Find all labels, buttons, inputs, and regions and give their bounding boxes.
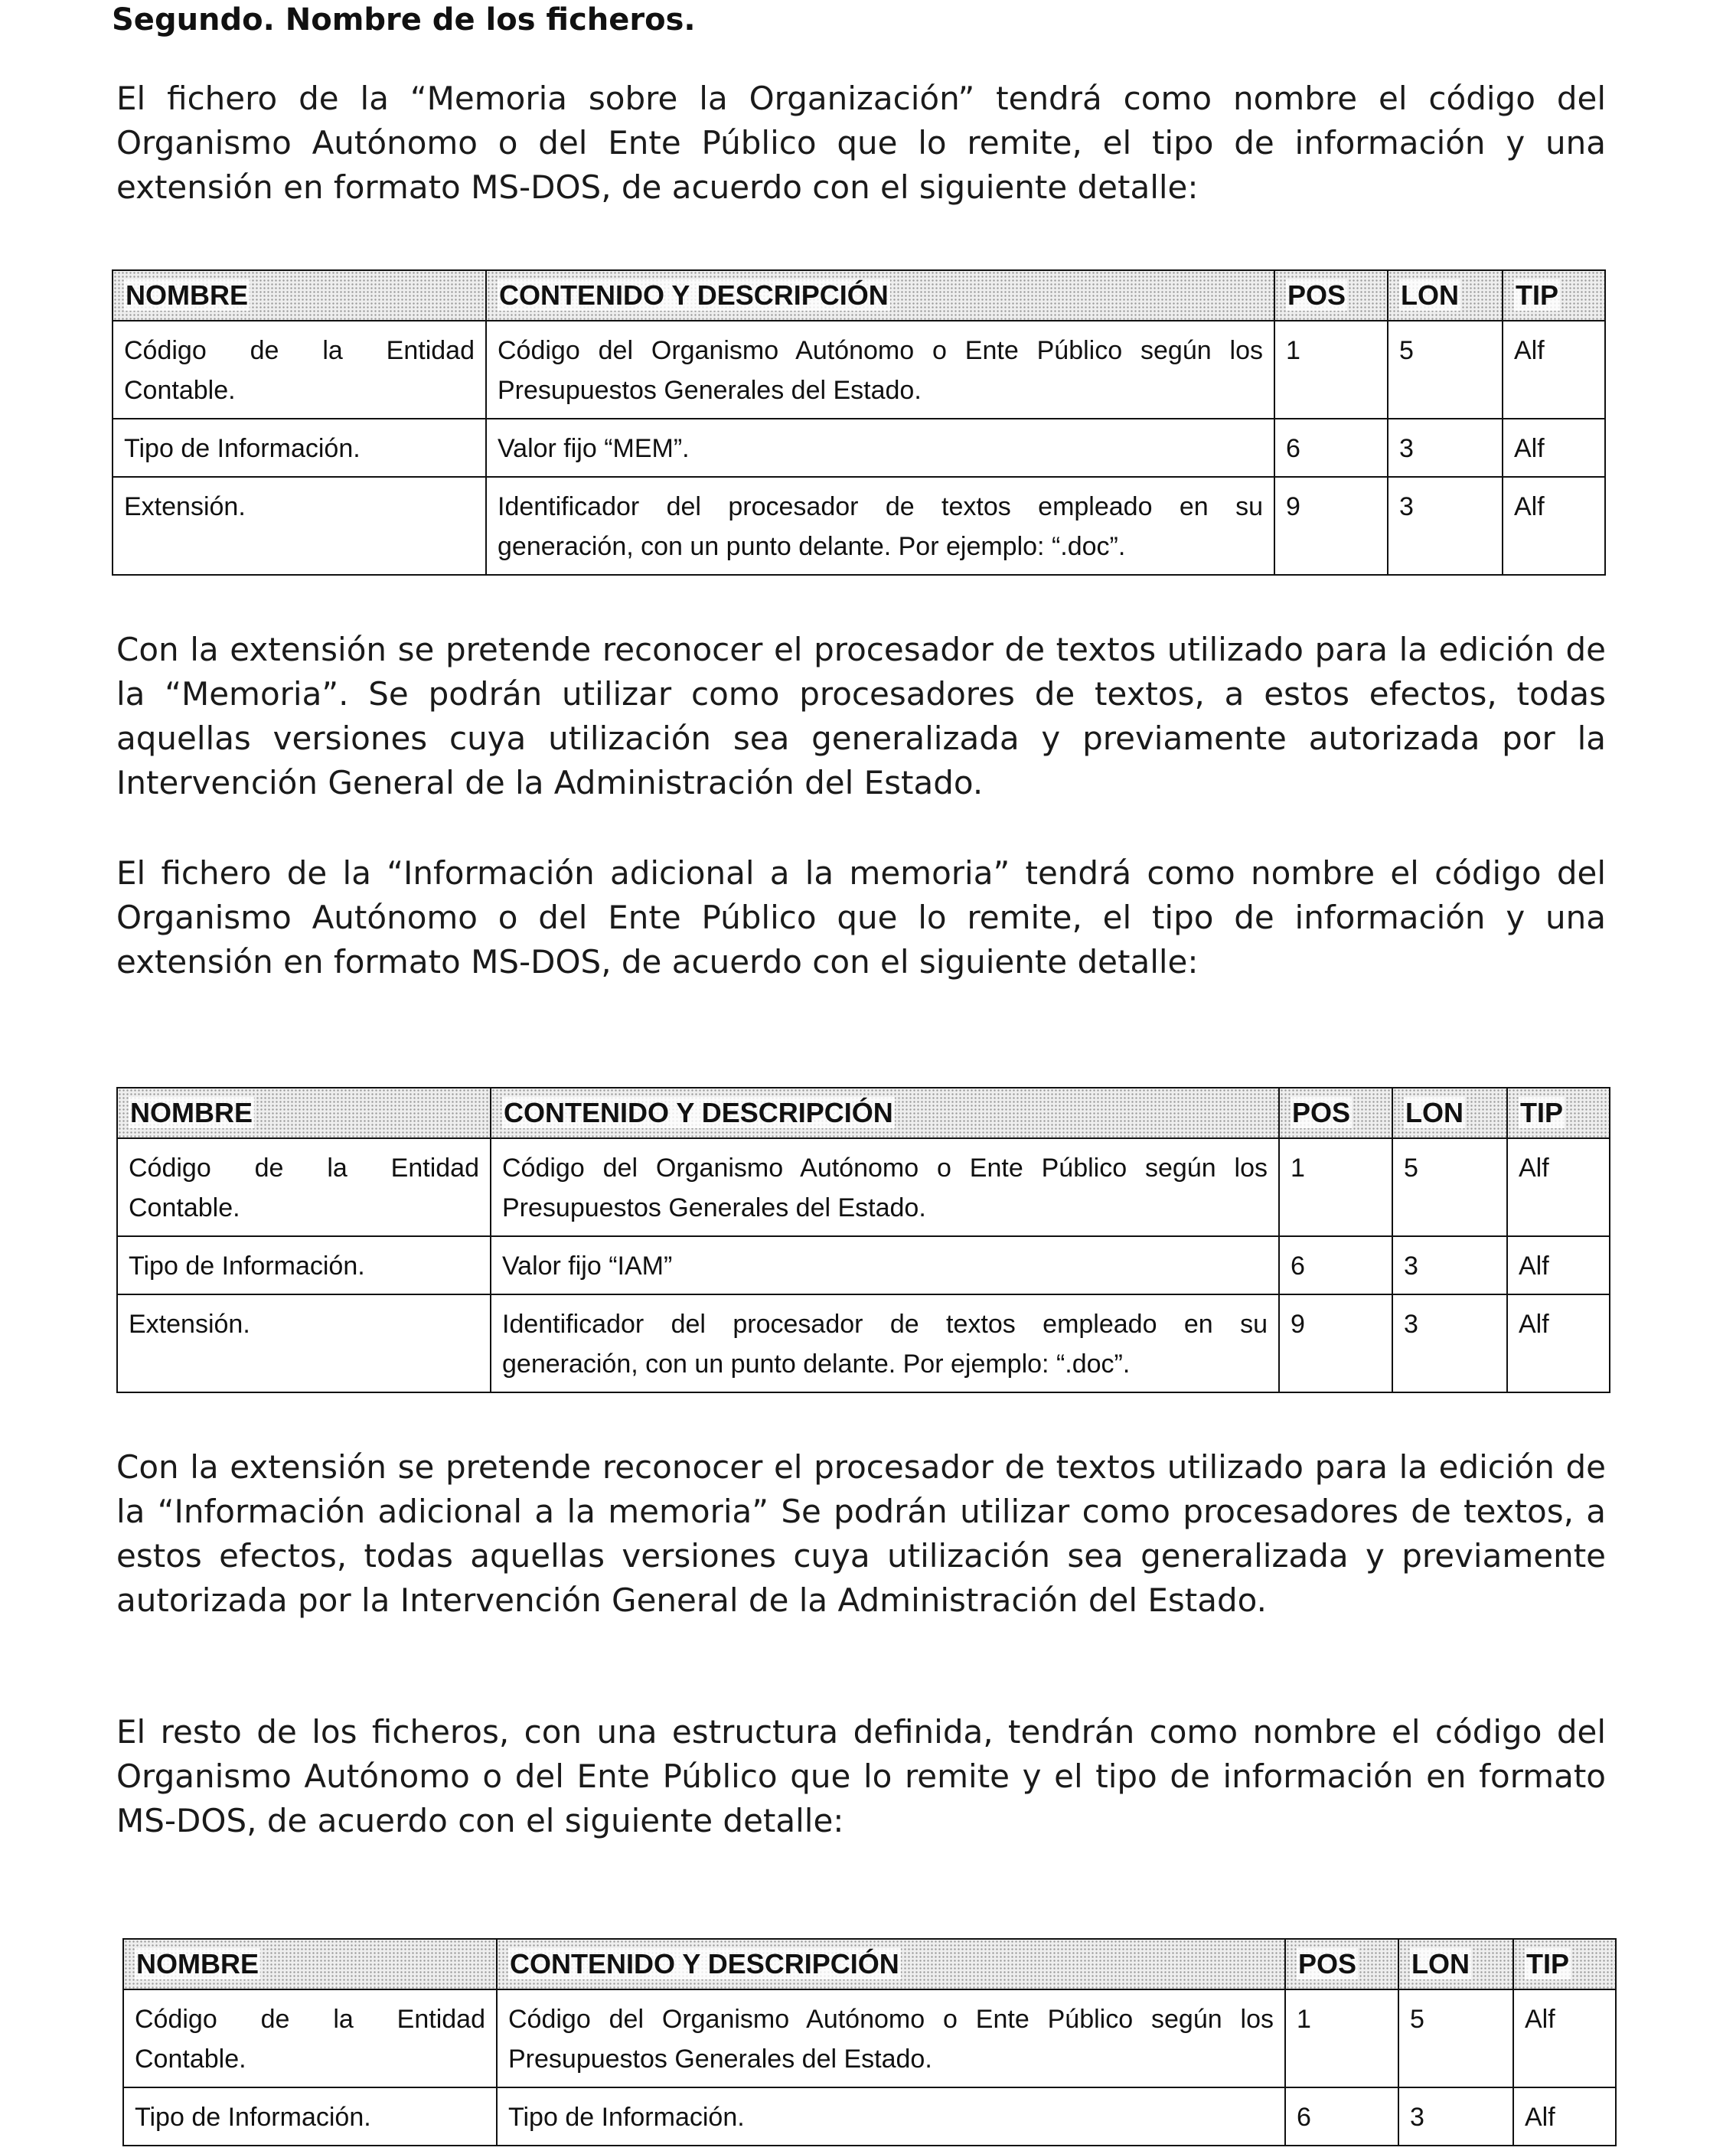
cell-pos: 6 <box>1285 2087 1398 2146</box>
cell-lon: 3 <box>1388 419 1503 477</box>
cell-tip: Alf <box>1513 2087 1616 2146</box>
cell-pos: 6 <box>1279 1236 1392 1294</box>
cell-nombre: Tipo de Información. <box>113 419 486 477</box>
header-pos: POS <box>1274 270 1388 321</box>
header-lon: LON <box>1392 1088 1507 1138</box>
cell-pos: 1 <box>1274 321 1388 419</box>
cell-contenido: Identificador del procesador de textos empleado en su generación, con un punto delante. Por ejemplo: “.doc”. <box>491 1294 1279 1392</box>
cell-lon: 5 <box>1388 321 1503 419</box>
table-header-row <box>117 1088 1610 1138</box>
paragraph-memoria-naming: El fichero de la “Memoria sobre la Organización” tendrá como nombre el código del Organismo Autónomo o del Ente Público que lo remite, el tipo de información y una extensión en formato MS-DOS, de acuerdo con el siguiente detalle: <box>116 80 1606 206</box>
header-nombre: NOMBRE <box>123 1939 497 1989</box>
naming-table-resto-ficheros <box>122 1938 1617 2146</box>
cell-lon: 3 <box>1392 1294 1507 1392</box>
cell-pos: 1 <box>1285 1989 1398 2087</box>
cell-tip: Alf <box>1507 1294 1610 1392</box>
table-row <box>113 477 1605 575</box>
cell-tip: Alf <box>1503 477 1605 575</box>
header-tip: TIP <box>1513 1939 1616 1989</box>
cell-tip: Alf <box>1507 1138 1610 1236</box>
header-nombre: NOMBRE <box>113 270 486 321</box>
cell-pos: 6 <box>1274 419 1388 477</box>
table-row <box>117 1294 1610 1392</box>
cell-contenido: Código del Organismo Autónomo o Ente Público según los Presupuestos Generales del Estado. <box>491 1138 1279 1236</box>
cell-contenido: Valor fijo “MEM”. <box>486 419 1274 477</box>
header-pos: POS <box>1279 1088 1392 1138</box>
header-pos: POS <box>1285 1939 1398 1989</box>
cell-lon: 3 <box>1392 1236 1507 1294</box>
paragraph-informacion-naming: El fichero de la “Información adicional a la memoria” tendrá como nombre el código del Organismo Autónomo o del Ente Público que lo remite, el tipo de información y una extensión en formato MS-DOS, de acuerdo con el siguiente detalle: <box>116 854 1606 981</box>
cell-pos: 1 <box>1279 1138 1392 1236</box>
table-row <box>113 321 1605 419</box>
section-heading: Segundo. Nombre de los ficheros. <box>112 2 696 38</box>
cell-tip: Alf <box>1503 419 1605 477</box>
cell-contenido: Valor fijo “IAM” <box>491 1236 1279 1294</box>
cell-nombre: Código de la Entidad Contable. <box>123 1989 497 2087</box>
cell-nombre: Código de la Entidad Contable. <box>113 321 486 419</box>
cell-contenido: Identificador del procesador de textos empleado en su generación, con un punto delante. Por ejemplo: “.doc”. <box>486 477 1274 575</box>
cell-pos: 9 <box>1279 1294 1392 1392</box>
cell-tip: Alf <box>1513 1989 1616 2087</box>
cell-nombre: Extensión. <box>117 1294 491 1392</box>
cell-nombre: Tipo de Información. <box>123 2087 497 2146</box>
cell-nombre: Código de la Entidad Contable. <box>117 1138 491 1236</box>
cell-lon: 5 <box>1392 1138 1507 1236</box>
cell-nombre: Tipo de Información. <box>117 1236 491 1294</box>
cell-lon: 3 <box>1398 2087 1513 2146</box>
cell-contenido: Código del Organismo Autónomo o Ente Público según los Presupuestos Generales del Estado. <box>486 321 1274 419</box>
cell-contenido: Tipo de Información. <box>497 2087 1285 2146</box>
cell-nombre: Extensión. <box>113 477 486 575</box>
cell-contenido: Código del Organismo Autónomo o Ente Público según los Presupuestos Generales del Estado. <box>497 1989 1285 2087</box>
table-row <box>123 2087 1616 2146</box>
table-row <box>123 1989 1616 2087</box>
cell-lon: 3 <box>1388 477 1503 575</box>
naming-table-informacion-adicional <box>116 1087 1610 1393</box>
header-lon: LON <box>1388 270 1503 321</box>
header-contenido: CONTENIDO Y DESCRIPCIÓN <box>486 270 1274 321</box>
paragraph-informacion-extension: Con la extensión se pretende reconocer el procesador de textos utilizado para la edición de la “Información adicional a la memoria” Se podrán utilizar como procesadores de textos, a estos efectos, todas aquellas versiones cuya utilización sea generalizada y previamente autorizada por la Intervención General de la Administración del Estado. <box>116 1448 1606 1619</box>
header-contenido: CONTENIDO Y DESCRIPCIÓN <box>497 1939 1285 1989</box>
paragraph-resto-ficheros: El resto de los ficheros, con una estructura definida, tendrán como nombre el código del Organismo Autónomo o del Ente Público que lo remite y el tipo de información en formato MS-DOS, de acuerdo con el siguiente detalle: <box>116 1713 1606 1839</box>
header-contenido: CONTENIDO Y DESCRIPCIÓN <box>491 1088 1279 1138</box>
table-header-row <box>113 270 1605 321</box>
table-header-row <box>123 1939 1616 1989</box>
header-tip: TIP <box>1507 1088 1610 1138</box>
cell-tip: Alf <box>1503 321 1605 419</box>
header-lon: LON <box>1398 1939 1513 1989</box>
cell-tip: Alf <box>1507 1236 1610 1294</box>
table-row <box>113 419 1605 477</box>
table-row <box>117 1236 1610 1294</box>
header-tip: TIP <box>1503 270 1605 321</box>
table-row <box>117 1138 1610 1236</box>
naming-table-memoria <box>112 269 1606 576</box>
cell-pos: 9 <box>1274 477 1388 575</box>
header-nombre: NOMBRE <box>117 1088 491 1138</box>
paragraph-memoria-extension: Con la extensión se pretende reconocer el procesador de textos utilizado para la edición de la “Memoria”. Se podrán utilizar como procesadores de textos, a estos efectos, todas aquellas versiones cuya utilización sea generalizada y previamente autorizada por la Intervención General de la Administración del Estado. <box>116 631 1606 801</box>
cell-lon: 5 <box>1398 1989 1513 2087</box>
